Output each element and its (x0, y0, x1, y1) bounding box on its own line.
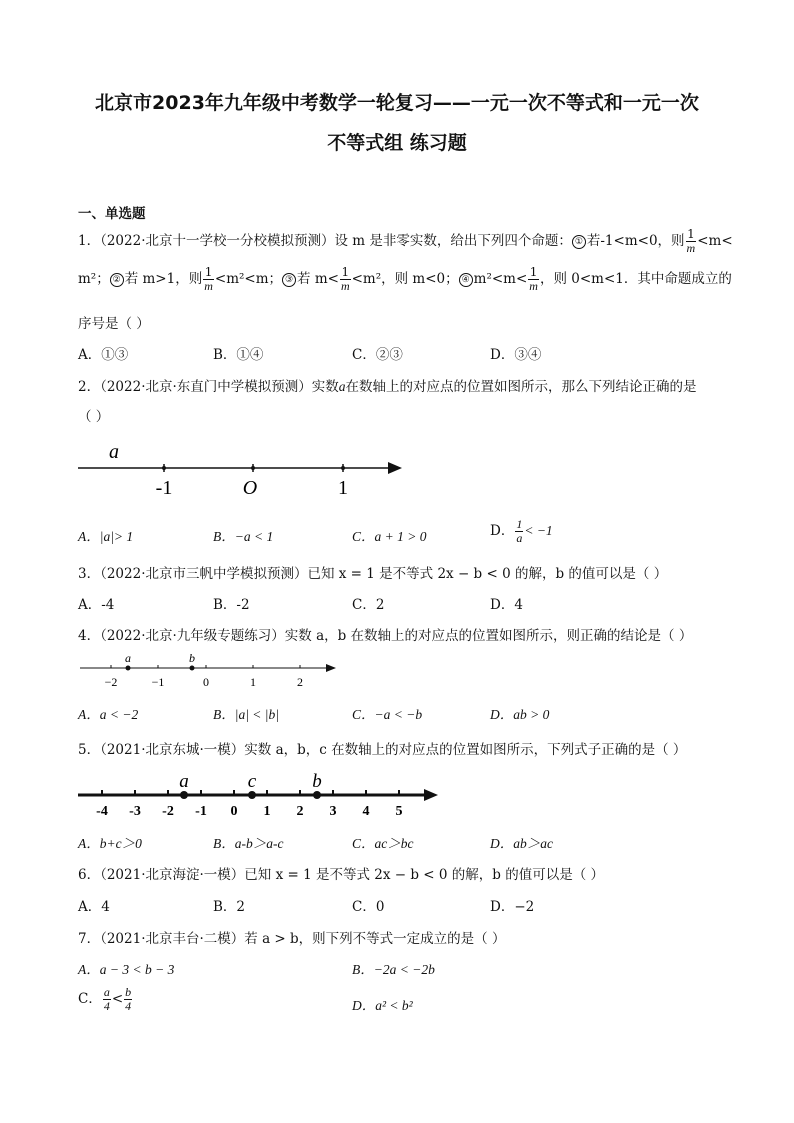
q1-fraction-1: $\frac{1}{m}$ (686, 227, 696, 255)
q6-option-c[interactable]: C．0 (352, 899, 385, 915)
axis-arrow-icon (326, 664, 336, 672)
q7-option-c[interactable]: C． $\frac{a}{4}$ < $\frac{b}{4}$ (78, 985, 132, 1013)
svg-text:-4: -4 (96, 804, 108, 819)
circled-3: ③ (282, 273, 296, 287)
q6-option-d[interactable]: D．−2 (490, 899, 535, 915)
q5-option-b[interactable]: B．a-b＞a-c (213, 836, 284, 851)
svg-text:0: 0 (230, 804, 238, 819)
q5-option-a[interactable]: A．b+c＞0 (78, 836, 142, 851)
q1-text-i: m²<m< (473, 271, 528, 287)
q2-stem: 2．（2022·北京·东直门中学模拟预测）实数a在数轴上的对应点的位置如图所示，那么下列结论正确的是 (78, 379, 697, 395)
q2-number-line (70, 440, 410, 502)
q4-option-c[interactable]: C．−a < −b (352, 707, 423, 722)
q7-option-d[interactable]: D．a² < b² (352, 998, 413, 1013)
svg-text:4: 4 (362, 804, 370, 819)
q1-text-e: 若 m>1，则 (124, 271, 203, 287)
q4-option-b[interactable]: B．|a| < |b| (213, 707, 279, 722)
q1-text-g: 若 m< (297, 271, 339, 287)
q1-line-1 (78, 228, 733, 255)
q2-option-b[interactable]: B．−a < 1 (213, 529, 274, 544)
q3-option-a[interactable]: A．-4 (78, 597, 115, 613)
q3-stem: 3．（2022·北京市三帆中学模拟预测）已知 x = 1 是不等式 2x − b < 0 的解，b 的值可以是（ ） (78, 566, 668, 582)
tick-label-origin: O (242, 477, 258, 499)
q2-option-a[interactable]: A．|a|> 1 (78, 529, 134, 544)
svg-text:5: 5 (395, 804, 403, 819)
q1-text-h: <m²，则 m<0； (351, 271, 459, 287)
q5-option-c[interactable]: C．ac＞bc (352, 836, 414, 851)
section-heading: 一、单选题 (78, 206, 146, 222)
circled-1: ① (572, 235, 586, 249)
tick-label-1: 1 (338, 477, 348, 499)
q7-option-b[interactable]: B．−2a < −2b (352, 962, 435, 977)
q4-stem: 4．（2022·北京·九年级专题练习）实数 a，b 在数轴上的对应点的位置如图所示，则正确的结论是（ ） (78, 628, 693, 644)
q1-option-b[interactable]: B．①④ (213, 347, 264, 363)
q6-stem: 6．（2021·北京海淀·一模）已知 x = 1 是不等式 2x − b < 0 的解，b 的值可以是（ ） (78, 867, 604, 883)
circled-2: ② (110, 273, 124, 287)
q1-text-d: m²； (78, 271, 110, 287)
q3-option-b[interactable]: B．-2 (213, 597, 250, 613)
point-label-a: a (109, 441, 119, 463)
svg-text:-1: -1 (195, 804, 207, 819)
q5-number-line (76, 768, 446, 820)
svg-text:1: 1 (250, 675, 256, 689)
q1-option-d[interactable]: D．③④ (490, 347, 542, 363)
svg-text:1: 1 (263, 804, 271, 819)
q4-option-a[interactable]: A．a < −2 (78, 707, 139, 722)
svg-text:c: c (247, 771, 257, 792)
svg-text:2: 2 (297, 675, 303, 689)
point-b (313, 791, 321, 799)
q2-option-c[interactable]: C．a + 1 > 0 (352, 529, 427, 544)
q1-line-2 (78, 266, 732, 293)
svg-text:a: a (125, 651, 131, 665)
q2-answer-paren: （ ） (78, 409, 110, 425)
q1-fraction-2: $\frac{1}{m}$ (204, 265, 213, 293)
q3-option-d[interactable]: D．4 (490, 597, 523, 613)
q1-text-f: <m²<m； (214, 271, 283, 287)
q1-text-c: <m< (697, 233, 733, 249)
svg-text:-3: -3 (129, 804, 141, 819)
q3-option-c[interactable]: C．2 (352, 597, 385, 613)
q5-stem: 5．（2021·北京东城·一模）实数 a，b，c 在数轴上的对应点的位置如图所示，下列式子正确的是（ ） (78, 742, 687, 758)
svg-text:2: 2 (296, 804, 304, 819)
svg-text:0: 0 (203, 675, 209, 689)
q5-option-d[interactable]: D．ab＞ac (490, 836, 553, 851)
circled-4: ④ (459, 273, 473, 287)
q4-option-d[interactable]: D．ab > 0 (490, 707, 550, 722)
q4-number-line (78, 650, 348, 692)
q1-text-a: 1．（2022·北京十一学校一分校模拟预测）设 m 是非零实数，给出下列四个命题： (78, 233, 572, 249)
svg-text:−2: −2 (104, 675, 118, 689)
point-c (248, 791, 256, 799)
q6-option-b[interactable]: B．2 (213, 899, 246, 915)
axis-arrow-icon (424, 789, 438, 801)
q6-option-a[interactable]: A．4 (78, 899, 110, 915)
svg-text:3: 3 (329, 804, 337, 819)
q1-option-a[interactable]: A．①③ (78, 347, 129, 363)
q1-text-j: ，则 0<m<1．其中命题成立的 (539, 271, 732, 287)
q7-stem: 7．（2021·北京丰台·二模）若 a > b，则下列不等式一定成立的是（ ） (78, 931, 506, 947)
axis-arrow-icon (388, 462, 402, 474)
svg-text:−1: −1 (151, 675, 165, 689)
q2-option-d[interactable]: D． $\frac{1}{a}$ < −1 (490, 517, 553, 545)
point-a (126, 666, 131, 671)
point-b (190, 666, 195, 671)
q7-option-a[interactable]: A．a − 3 < b − 3 (78, 962, 175, 977)
svg-text:b: b (189, 651, 195, 665)
q1-fraction-3: $\frac{1}{m}$ (340, 265, 350, 293)
page-title-line-2: 不等式组 练习题 (327, 132, 467, 154)
svg-text:-2: -2 (162, 804, 174, 819)
point-a (180, 791, 188, 799)
page-title-line-1: 北京市2023年九年级中考数学一轮复习——一元一次不等式和一元一次 (95, 92, 699, 114)
q1-option-c[interactable]: C．②③ (352, 347, 403, 363)
svg-text:b: b (312, 771, 322, 792)
q1-text-b: 若-1<m<0，则 (586, 233, 685, 249)
tick-label-minus-1: -1 (155, 477, 173, 499)
q1-line-3: 序号是（ ） (78, 316, 150, 332)
svg-text:a: a (179, 771, 189, 792)
q1-fraction-4: $\frac{1}{m}$ (529, 265, 538, 293)
